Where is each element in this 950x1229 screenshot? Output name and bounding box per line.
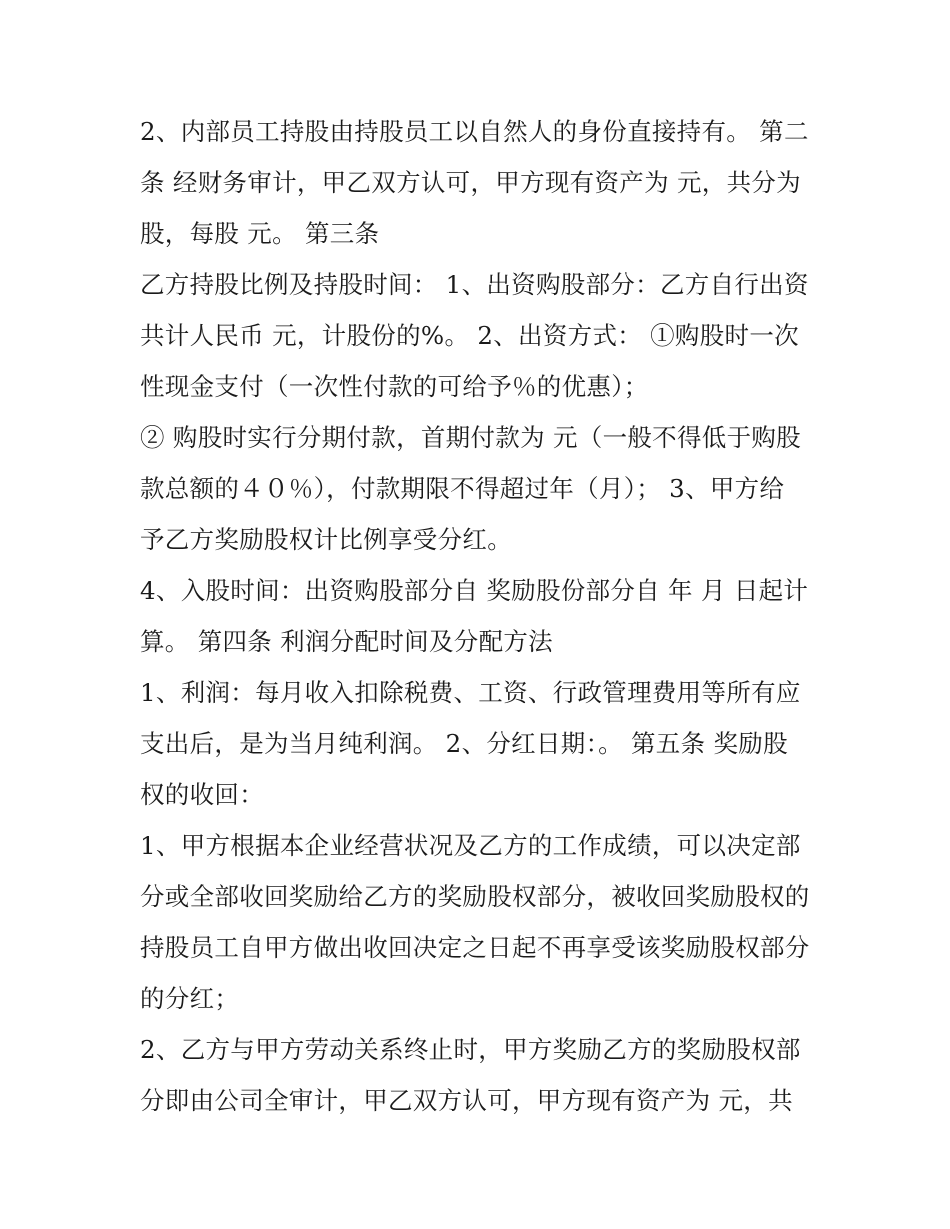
- text-line-14: 权的收回：: [140, 780, 264, 809]
- text-line-2: 条 经财务审计，甲乙双方认可，甲方现有资产为 元，共分为: [140, 168, 801, 197]
- text-line-1: 2、内部员工持股由持股员工以自然人的身份直接持有。 第二: [140, 117, 809, 146]
- text-line-10: 4、入股时间：出资购股部分自 奖励股份部分自 年 月 日起计: [140, 576, 809, 605]
- text-line-20: 分即由公司全审计，甲乙双方认可，甲方现有资产为 元，共: [140, 1086, 793, 1115]
- document-body: [140, 106, 820, 1126]
- text-line-4: 乙方持股比例及持股时间： 1、出资购股部分：乙方自行出资: [140, 270, 809, 299]
- text-line-8: 款总额的４０％），付款期限不得超过年（月）； 3、甲方给: [140, 474, 785, 503]
- text-line-5: 共计人民币 元，计股份的%。 2、出资方式： ①购股时一次: [140, 321, 799, 350]
- text-line-15: 1、甲方根据本企业经营状况及乙方的工作成绩，可以决定部: [140, 831, 801, 860]
- text-line-9: 予乙方奖励股权计比例享受分红。: [140, 525, 512, 554]
- text-line-7: ② 购股时实行分期付款，首期付款为 元（一般不得低于购股: [140, 423, 801, 452]
- text-line-18: 的分红；: [140, 984, 240, 1013]
- text-line-3: 股，每股 元。 第三条: [140, 219, 380, 248]
- text-line-12: 1、利润：每月收入扣除税费、工资、行政管理费用等所有应: [140, 678, 801, 707]
- text-line-19: 2、乙方与甲方劳动关系终止时，甲方奖励乙方的奖励股权部: [140, 1035, 801, 1064]
- text-line-13: 支出后，是为当月纯利润。 2、分红日期：。 第五条 奖励股: [140, 729, 788, 758]
- text-line-17: 持股员工自甲方做出收回决定之日起不再享受该奖励股权部分: [140, 933, 810, 962]
- text-line-16: 分或全部收回奖励给乙方的奖励股权部分，被收回奖励股权的: [140, 882, 810, 911]
- text-line-6: 性现金支付（一次性付款的可给予％的优惠）；: [140, 372, 649, 401]
- text-line-11: 算。 第四条 利润分配时间及分配方法: [140, 627, 553, 656]
